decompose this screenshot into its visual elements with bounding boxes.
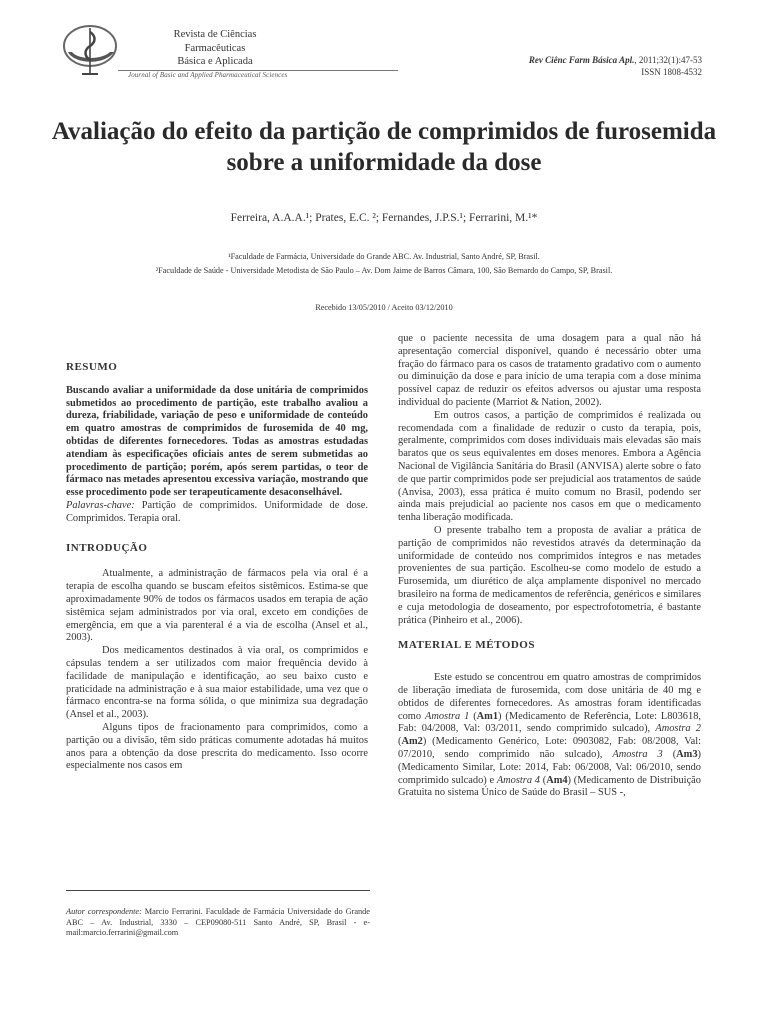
- intro-paragraph: Dos medicamentos destinados à via oral, os comprimidos e cápsulas tendem a ser utilizados com maior frequência devido à facilidade de manipulação e identificação, ao seu baixo custo e praticidade na administração e à sua maior estabilidade, uma vez que o fármaco encontra-se na forma sólida, o que minimiza sua degradação (Ansel et al., 2003).: [66, 645, 368, 721]
- sample-3-text: (Medicamento Similar, Lote: 2014, Fab: 06/2008, Val: 06/2010, sendo comprimido sulcado) e: [398, 761, 701, 786]
- body-paragraph: que o paciente necessita de uma dosagem para a qual não há apresentação comercial disponível, quando é necessário obter uma fração do fármaco para os casos de tratamento gradativo com o aumento ou diminuição da dose e para início de uma terapia com a dose mínima possível capaz de reduzir os efeitos adversos ou ajustar uma resposta individual do paciente (Marriot & Nation, 2002).: [398, 333, 701, 408]
- sample-3-code: Am3: [676, 748, 698, 760]
- sample-2-code: Am2: [401, 736, 423, 748]
- sample-1-code: Am1: [476, 710, 499, 722]
- sample-2-text: (Medicamento Genérico, Lote: 0903082, Fab: 08/2008, Val: 07/2010, sendo comprimido não sulcado),: [398, 736, 701, 760]
- corresponding-author-note: [66, 907, 370, 939]
- sample-1-text: (Medicamento de Referência, Lote: L803618, Fab: 04/2008, Val: 03/2011, sendo comprimido sulcado),: [398, 710, 701, 735]
- author-list: Ferreira, A.A.A.¹; Prates, E.C. ²; Fernandes, J.P.S.¹; Ferrarini, M.¹*: [230, 212, 538, 224]
- sample-2-label: Amostra 2: [655, 723, 701, 735]
- intro-paragraph: Alguns tipos de fracionamento para comprimidos, como a partição ou a divisão, têm sido práticas comumente adotadas há muitos anos para a obtenção da dose prescrita do medicamento. Isso ocorre especialmente nos casos em: [66, 721, 368, 772]
- sample-3-label: Amostra 3: [612, 748, 663, 760]
- affiliation-2: ²Faculdade de Saúde - Universidade Metodista de São Paulo – Av. Dom Jaime de Barros Câmara, 100, São Bernardo do Campo, SP, Brasil.: [155, 266, 613, 275]
- sample-4-text: (Medicamento de Distribuição Gratuita no sistema Único de Saúde do Brasil – SUS -,: [398, 774, 701, 799]
- issn: ISSN 1808-4532: [641, 67, 702, 77]
- journal-name-line: Farmacêuticas: [184, 42, 246, 54]
- sample-4-code: Am4: [546, 774, 568, 786]
- body-paragraph: Em outros casos, a partição de comprimidos é realizada ou recomendada com a finalidade de reduzir o custo da terapia, pois, geralmente, comprimidos com doses individuais mais elevadas são mais baratos que os seus equivalentes em doses menores. Embora a Agência Nacional de Vigilância Sanitária do Brasil (ANVISA) alerte sobre o fato de que partir comprimidos pode ser prejudicial aos tratamentos de saúde (Anvisa, 2003), essa prática é muito comum no Brasil, podendo ser ainda mais prejudicial ao paciente nos casos em que o medicamento tenha liberação modificada.: [398, 409, 701, 524]
- citation-line: [529, 54, 702, 66]
- citation-block: [529, 54, 702, 78]
- affiliations: [40, 250, 728, 278]
- journal-logo-icon: [60, 20, 122, 80]
- journal-english-name: Journal of Basic and Applied Pharmaceutical Sciences: [128, 71, 288, 79]
- footnote-text: Marcio Ferrarini. Faculdade de Farmácia Universidade do Grande ABC – Av. Industrial, 3330 – CEP09080-511 Santo André, SP, Brasil - e-mail:marcio.ferrarini@gmail.com: [66, 907, 370, 937]
- left-column: [66, 361, 368, 773]
- footnote-rule: [66, 890, 370, 891]
- introducao-heading: INTRODUÇÃO: [66, 541, 148, 554]
- journal-abbrev: Rev Ciênc Farm Básica Apl.: [528, 55, 635, 65]
- body-paragraph: O presente trabalho tem a proposta de avaliar a prática de partição de comprimidos não revestidos através da determinação da uniformidade de conteúdo nos comprimidos íntegros e nas metades provenientes de sua partição. Escolheu-se como modelo de estudo a Furosemida, um diurético de alça amplamente disponível no mercado brasileiro na forma de medicamentos de referência, genéricos e similares e cuja metodologia de doseamento, por espectrofotometria, é bastante prática (Pinheiro et al., 2006).: [398, 524, 701, 626]
- methods-heading: MATERIAL E MÉTODOS: [398, 639, 535, 652]
- keywords-text: Partição de comprimidos. Uniformidade de dose. Comprimidos. Terapia oral.: [66, 499, 368, 524]
- methods-intro: Este estudo se concentrou em quatro amostras de comprimidos de liberação imediata de furosemida, com dose unitária de 40 mg e obtidos de diferentes fornecedores. As amostras foram identificadas como: [398, 672, 701, 722]
- methods-paragraph: Este estudo se concentrou em quatro amostras de comprimidos de liberação imediata de furosemida, com dose unitária de 40 mg e obtidos de diferentes fornecedores. As amostras foram identificadas como Amostra 1 (Am1) (Medicamento de Referência, Lote: L803618, Fab: 04/2008, Val: 03/2011, sendo comprimido sulcado), Amostra 2 (Am2) (Medicamento Genérico, Lote: 0903082, Fab: 08/2008, Val: 07/2010, sendo comprimido não sulcado), Amostra 3 (Am3) (Medicamento Similar, Lote: 2014, Fab: 06/2008, Val: 06/2010, sendo comprimido sulcado) e Amostra 4 (Am4) (Medicamento de Distribuição Gratuita no sistema Único de Saúde do Brasil – SUS -,: [398, 672, 701, 799]
- volume-info: , 2011;32(1):47-53: [634, 55, 702, 65]
- keywords-label: Palavras-chave:: [66, 499, 135, 511]
- article-title: Avaliação do efeito da partição de comprimidos de furosemida sobre a uniformidade da dose: [51, 118, 717, 176]
- affiliation-1: ¹Faculdade de Farmácia, Universidade do Grande ABC. Av. Industrial, Santo André, SP, Brasil.: [228, 252, 540, 261]
- sample-1-label: Amostra 1: [424, 710, 470, 722]
- right-column: [398, 333, 701, 800]
- sample-4-label: Amostra 4: [496, 774, 540, 786]
- keywords: [66, 500, 368, 526]
- journal-name-line: Revista de Ciências: [173, 29, 257, 40]
- journal-name: [160, 28, 270, 69]
- received-accepted-dates: Recebido 13/05/2010 / Aceito 03/12/2010: [315, 303, 453, 312]
- footnote-label: Autor correspondente:: [66, 907, 142, 916]
- abstract-text: Buscando avaliar a uniformidade da dose unitária de comprimidos submetidos ao procedimento de partição, este trabalho avaliou a dureza, friabilidade, variação de peso e uniformidade de conteúdo em quatro amostras de comprimidos de furosemida de 40 mg, obtidas de diferentes fornecedores. Todas as amostras estudadas atendiam às especificações oficiais antes de serem submetidas ao procedimento de partição; porém, após serem partidas, o teor de fármaco nas metades apresentou excessiva variação, mostrando que esse procedimento pode ser terapeuticamente desaconselhável.: [66, 384, 368, 499]
- journal-name-line: Básica e Aplicada: [177, 56, 253, 67]
- resumo-heading: RESUMO: [66, 361, 118, 373]
- intro-paragraph: Atualmente, a administração de fármacos pela via oral é a terapia de escolha quando se buscam efeitos sistêmicos. Estima-se que aproximadamente 90% de todos os fármacos usados em terapia de ação sistêmica sejam administrados por via oral, exceto em condições de emergência, em que a via parenteral é a via de escolha (Ansel et al., 2003).: [66, 568, 368, 644]
